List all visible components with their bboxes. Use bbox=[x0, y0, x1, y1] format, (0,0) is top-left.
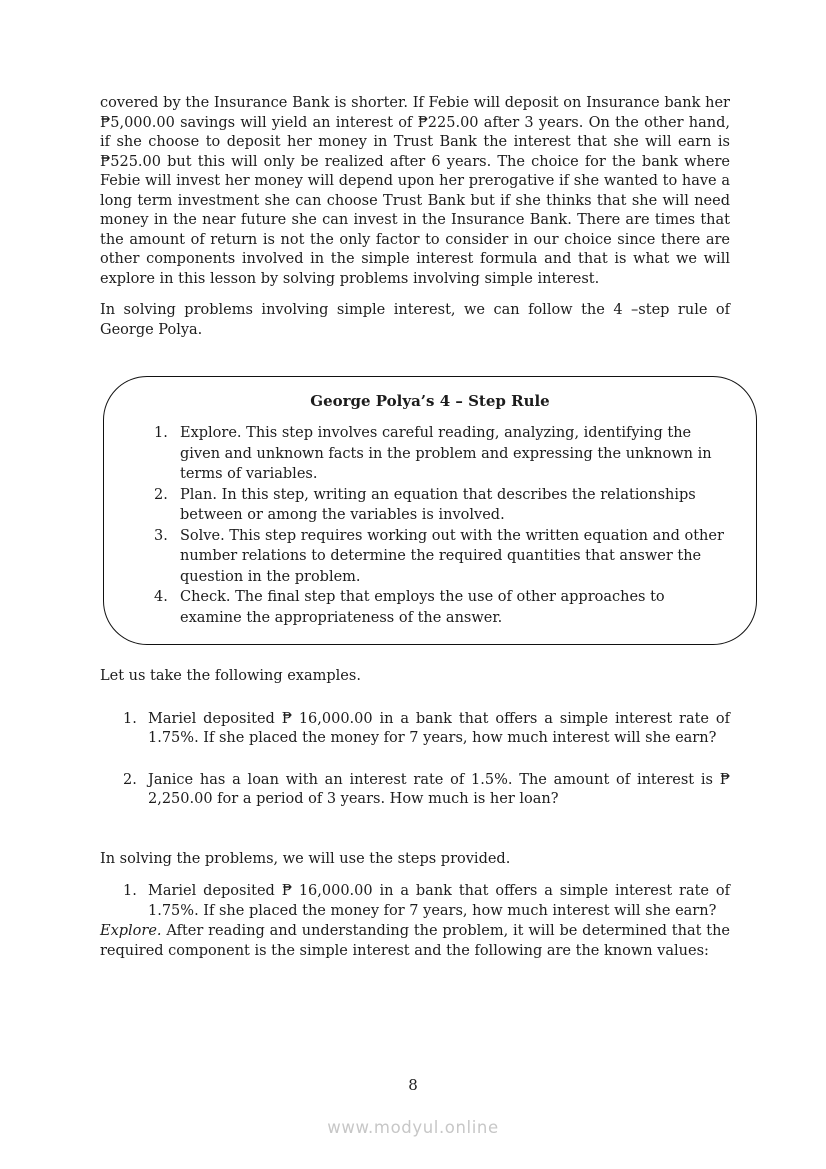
polya-step-list bbox=[104, 423, 728, 628]
explore-paragraph bbox=[100, 922, 730, 961]
item-number: 1. bbox=[123, 710, 137, 727]
polya-step bbox=[104, 587, 728, 628]
solving-item bbox=[100, 882, 730, 921]
step-number: 3. bbox=[154, 527, 168, 544]
intro-paragraph-1: covered by the Insurance Bank is shorter. If Febie will deposit on Insurance bank her ₱5,000.00 savings will yield an interest of ₱225.00 after 3 years. On the other hand, if she choose to deposit her money in Trust Bank the interest that she will earn is ₱525.00 but this will only be realized after 6 years. The choice for the bank where Febie will invest her money will depend upon her prerogative if she wanted to have a long term investment she can choose Trust Bank but if she thinks that she will need money in the near future she can invest in the Insurance Bank. There are times that the amount of return is not the only factor to consider in our choice since there are other components involved in the simple interest formula and that is what we will explore in this lesson by solving problems involving simple interest. bbox=[100, 95, 730, 287]
step-text: Solve. This step requires working out with the written equation and other number relations to determine the required quantities that answer the question in the problem. bbox=[180, 527, 724, 585]
item-text: Janice has a loan with an interest rate of 1.5%. The amount of interest is ₱ 2,250.00 for a period of 3 years. How much is her loan? bbox=[148, 771, 730, 807]
page-content bbox=[100, 94, 730, 961]
example-item bbox=[100, 710, 730, 749]
polya-step bbox=[104, 423, 728, 485]
explore-label: Explore. bbox=[100, 923, 162, 939]
polya-rule-box bbox=[103, 376, 757, 645]
polya-step bbox=[104, 485, 728, 526]
solving-lead: In solving the problems, we will use the steps provided. bbox=[100, 850, 511, 867]
item-number: 2. bbox=[123, 771, 137, 788]
step-text: Plan. In this step, writing an equation that describes the relationships between or among the variables is involved. bbox=[180, 486, 696, 523]
example-item bbox=[100, 771, 730, 810]
step-number: 4. bbox=[154, 589, 168, 605]
polya-step bbox=[104, 526, 728, 588]
polya-box-title: George Polya’s 4 – Step Rule bbox=[310, 392, 550, 410]
watermark: www.modyul.online bbox=[327, 1118, 499, 1137]
item-text: Mariel deposited ₱ 16,000.00 in a bank that offers a simple interest rate of 1.75%. If she placed the money for 7 years, how much interest will she earn? bbox=[148, 883, 730, 919]
step-text: Explore. This step involves careful reading, analyzing, identifying the given and unknown facts in the problem and expressing the unknown in terms of variables. bbox=[180, 425, 712, 482]
item-text: Mariel deposited ₱ 16,000.00 in a bank that offers a simple interest rate of 1.75%. If she placed the money for 7 years, how much interest will she earn? bbox=[148, 710, 730, 746]
step-number: 1. bbox=[154, 425, 168, 441]
explore-text: After reading and understanding the problem, it will be determined that the required component is the simple interest and the following are the known values: bbox=[100, 923, 730, 959]
intro-paragraph-2: In solving problems involving simple interest, we can follow the 4 –step rule of George Polya. bbox=[100, 302, 730, 338]
item-number: 1. bbox=[123, 883, 137, 899]
step-number: 2. bbox=[154, 486, 168, 503]
step-text: Check. The final step that employs the use of other approaches to examine the appropriateness of the answer. bbox=[180, 589, 665, 626]
examples-lead: Let us take the following examples. bbox=[100, 668, 361, 684]
page-number: 8 bbox=[408, 1076, 418, 1094]
